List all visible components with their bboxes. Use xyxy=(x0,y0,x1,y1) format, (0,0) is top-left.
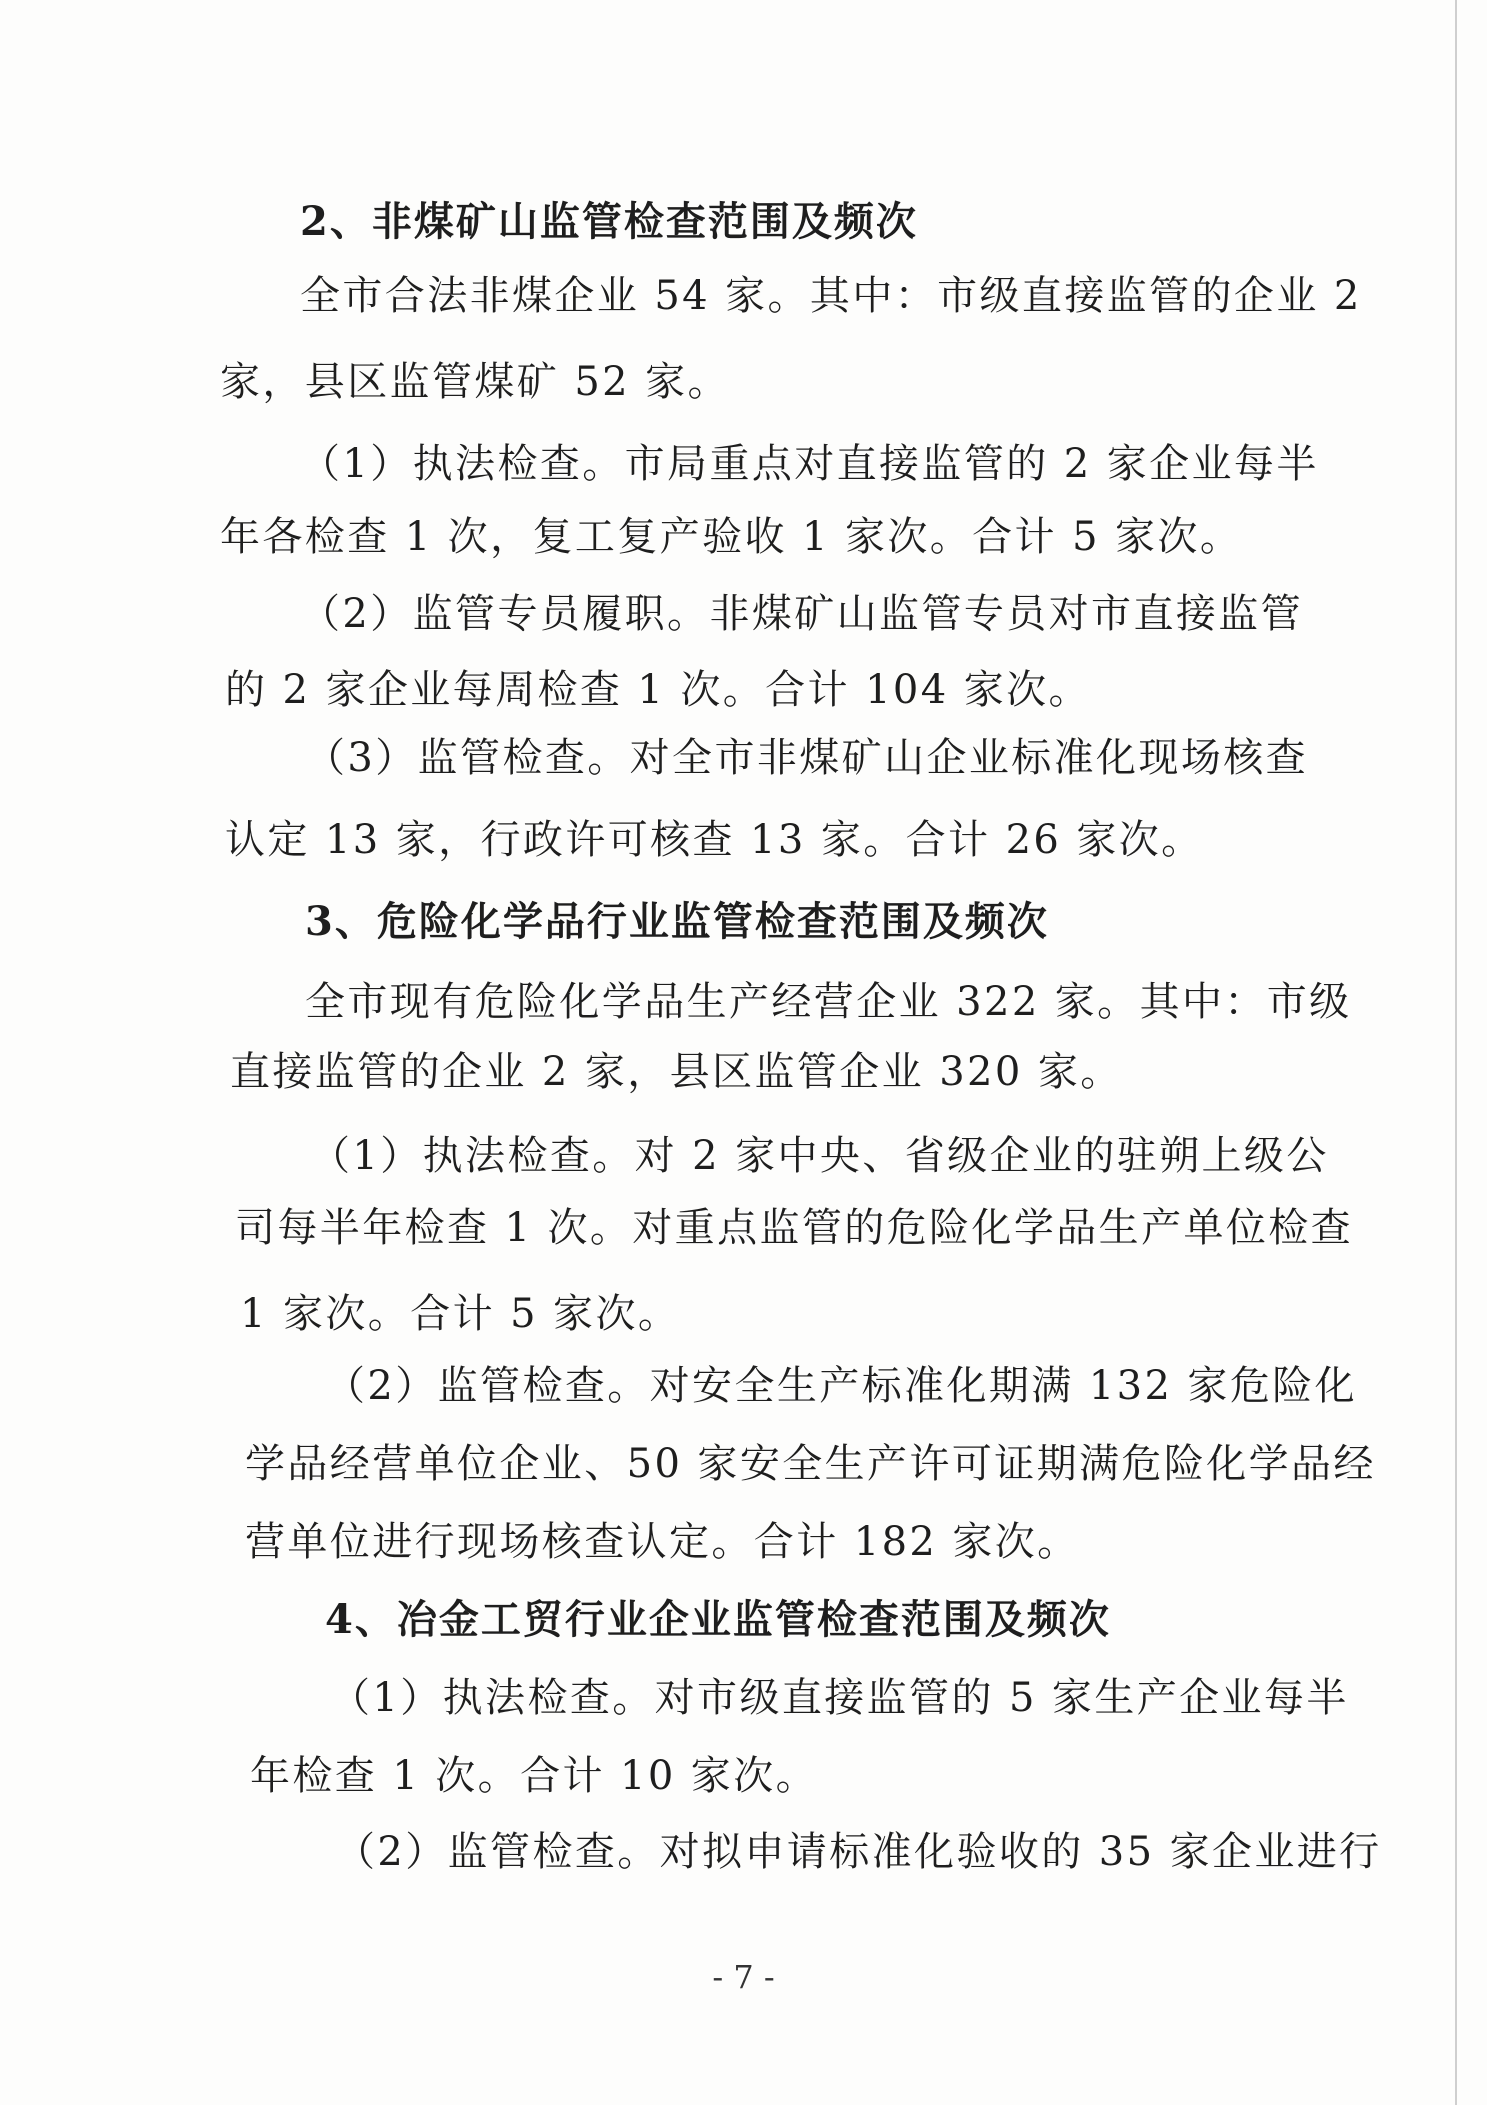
section-heading-non-coal-mines: 2、非煤矿山监管检查范围及频次 xyxy=(300,198,918,245)
page-number: - 7 - xyxy=(712,1958,775,1996)
paragraph-line: 家，县区监管煤矿 52 家。 xyxy=(220,359,730,405)
paragraph-line: （1）执法检查。市局重点对直接监管的 2 家企业每半 xyxy=(300,441,1319,487)
paragraph-line: 年检查 1 次。合计 10 家次。 xyxy=(250,1753,819,1799)
paragraph-line: （1）执法检查。对市级直接监管的 5 家生产企业每半 xyxy=(330,1675,1349,1721)
paragraph-line: 直接监管的企业 2 家，县区监管企业 320 家。 xyxy=(230,1049,1123,1095)
section-heading-metallurgy-trade: 4、冶金工贸行业企业监管检查范围及频次 xyxy=(325,1596,1111,1643)
paragraph-line: 1 家次。合计 5 家次。 xyxy=(240,1291,681,1337)
paragraph-line: （3）监管检查。对全市非煤矿山企业标准化现场核查 xyxy=(305,735,1309,781)
scan-edge-line xyxy=(1455,0,1457,2105)
paragraph-line: （2）监管检查。对拟申请标准化验收的 35 家企业进行 xyxy=(335,1829,1382,1875)
paragraph-line: 全市现有危险化学品生产经营企业 322 家。其中：市级 xyxy=(305,979,1352,1025)
section-heading-hazardous-chemicals: 3、危险化学品行业监管检查范围及频次 xyxy=(305,898,1049,945)
paragraph-line: （2）监管专员履职。非煤矿山监管专员对市直接监管 xyxy=(300,591,1304,637)
paragraph-line: 全市合法非煤企业 54 家。其中：市级直接监管的企业 2 xyxy=(300,273,1362,319)
paragraph-line: （2）监管检查。对安全生产标准化期满 132 家危险化 xyxy=(325,1363,1358,1409)
paragraph-line: 年各检查 1 次，复工复产验收 1 家次。合计 5 家次。 xyxy=(220,514,1243,560)
paragraph-line: 营单位进行现场核查认定。合计 182 家次。 xyxy=(245,1519,1080,1565)
paragraph-line: 司每半年检查 1 次。对重点监管的危险化学品生产单位检查 xyxy=(235,1205,1354,1251)
paragraph-line: 认定 13 家，行政许可核查 13 家。合计 26 家次。 xyxy=(225,817,1204,863)
paragraph-line: 学品经营单位企业、50 家安全生产许可证期满危险化学品经 xyxy=(245,1441,1376,1487)
paragraph-line: （1）执法检查。对 2 家中央、省级企业的驻朔上级公 xyxy=(310,1133,1329,1179)
paragraph-line: 的 2 家企业每周检查 1 次。合计 104 家次。 xyxy=(225,667,1091,713)
